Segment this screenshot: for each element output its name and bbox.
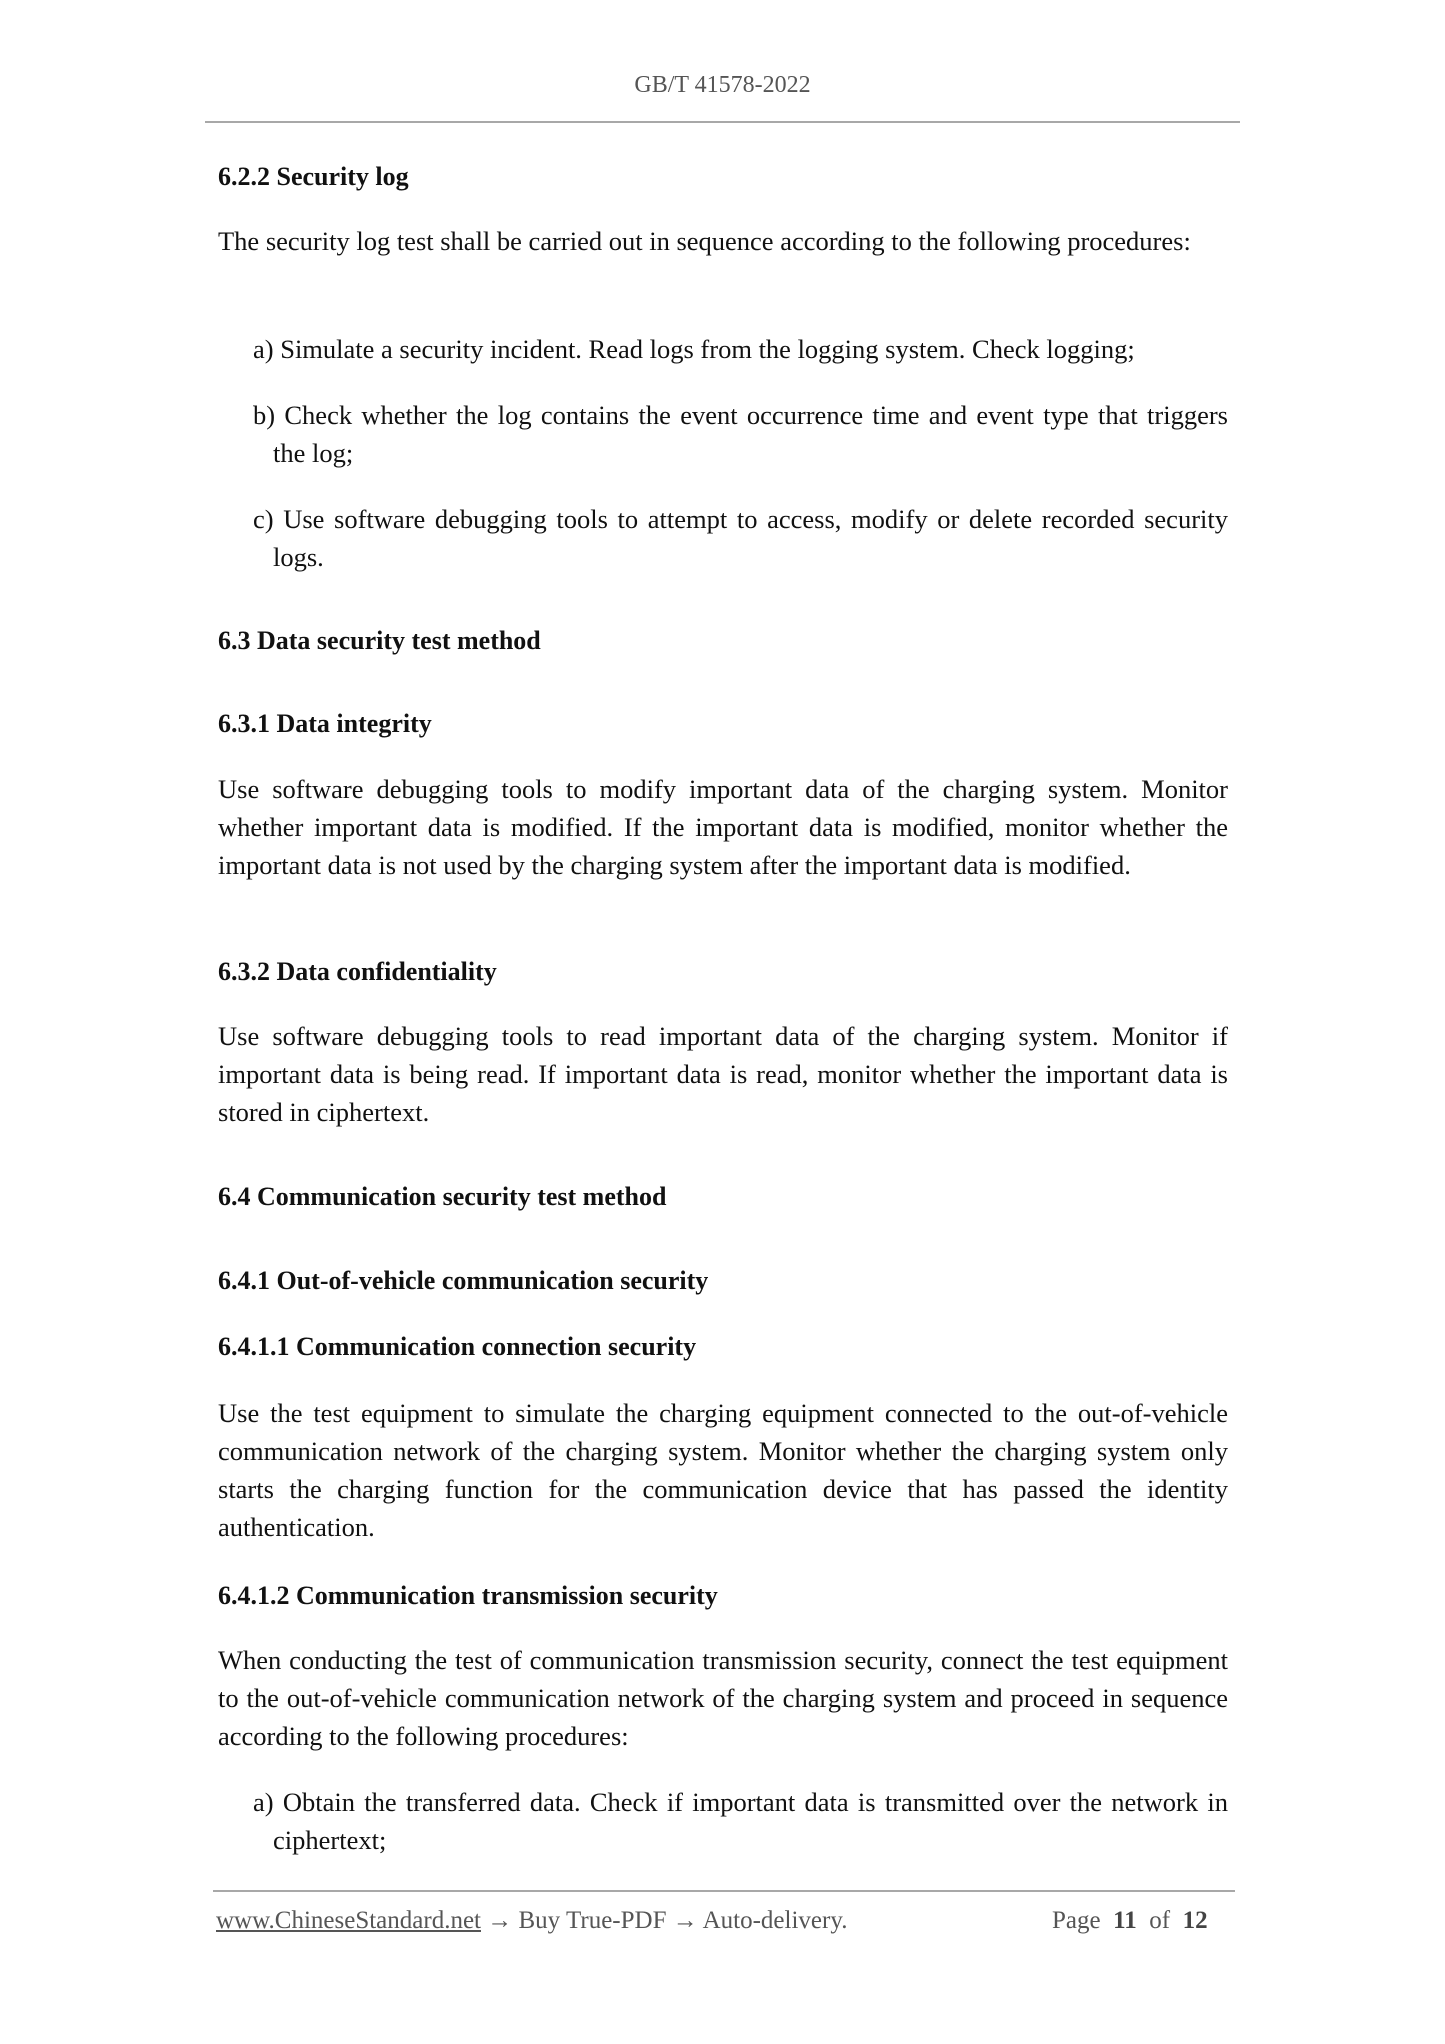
footer-promo xyxy=(216,1906,847,1936)
document-code-header: GB/T 41578-2022 xyxy=(634,72,811,98)
section-heading-6-4-1: 6.4.1 Out-of-vehicle communication security xyxy=(218,1266,709,1295)
security-log-item-b: b) Check whether the log contains the event occurrence time and event type that triggers the log; xyxy=(253,400,1228,468)
security-log-item-a: a) Simulate a security incident. Read logs from the logging system. Check logging; xyxy=(253,334,1135,364)
transmission-intro-paragraph: When conducting the test of communication transmission security, connect the test equipment to the out-of-vehicle communication network of the charging system and proceed in sequence according to the following procedures: xyxy=(218,1645,1228,1751)
chinesestandard-link[interactable]: www.ChineseStandard.net xyxy=(216,1907,481,1934)
section-heading-6-3-1: 6.3.1 Data integrity xyxy=(218,709,432,738)
buy-true-pdf-text: Buy True-PDF xyxy=(518,1907,667,1934)
section-heading-6-4-1-2: 6.4.1.2 Communication transmission security xyxy=(218,1581,718,1610)
section-heading-6-3: 6.3 Data security test method xyxy=(218,626,541,655)
data-confidentiality-paragraph: Use software debugging tools to read important data of the charging system. Monitor if important data is being read. If important data is read, monitor whether the important data is stored in ciphertext. xyxy=(218,1021,1228,1127)
arrow-right-icon: → xyxy=(487,1907,513,1934)
connection-security-paragraph: Use the test equipment to simulate the charging equipment connected to the out-of-vehicle communication network of the charging system. Monitor whether the charging system only starts the charging function for the communication device that has passed the identity authentication. xyxy=(218,1398,1228,1542)
security-log-item-c: c) Use software debugging tools to attempt to access, modify or delete recorded security logs. xyxy=(253,504,1228,572)
transmission-item-a: a) Obtain the transferred data. Check if important data is transmitted over the network in ciphertext; xyxy=(253,1787,1228,1855)
arrow-right-icon: → xyxy=(672,1907,698,1934)
of-label: of xyxy=(1149,1907,1171,1934)
page-total: 12 xyxy=(1182,1907,1208,1934)
section-heading-6-4: 6.4 Communication security test method xyxy=(218,1182,667,1211)
data-integrity-paragraph: Use software debugging tools to modify important data of the charging system. Monitor whether important data is modified. If the important data is modified, monitor whether the important data is not used by the charging system after the important data is modified. xyxy=(218,774,1228,880)
security-log-intro: The security log test shall be carried out in sequence according to the following procedures: xyxy=(218,226,1191,256)
auto-delivery-text: Auto-delivery. xyxy=(702,1907,848,1934)
footer-divider xyxy=(213,1890,1235,1892)
section-heading-6-3-2: 6.3.2 Data confidentiality xyxy=(218,957,497,986)
page-indicator xyxy=(1052,1906,1208,1936)
section-heading-6-2-2: 6.2.2 Security log xyxy=(218,162,409,191)
page-label: Page xyxy=(1052,1907,1101,1934)
header-divider xyxy=(205,121,1240,123)
section-heading-6-4-1-1: 6.4.1.1 Communication connection security xyxy=(218,1332,697,1361)
page-current: 11 xyxy=(1113,1907,1137,1934)
